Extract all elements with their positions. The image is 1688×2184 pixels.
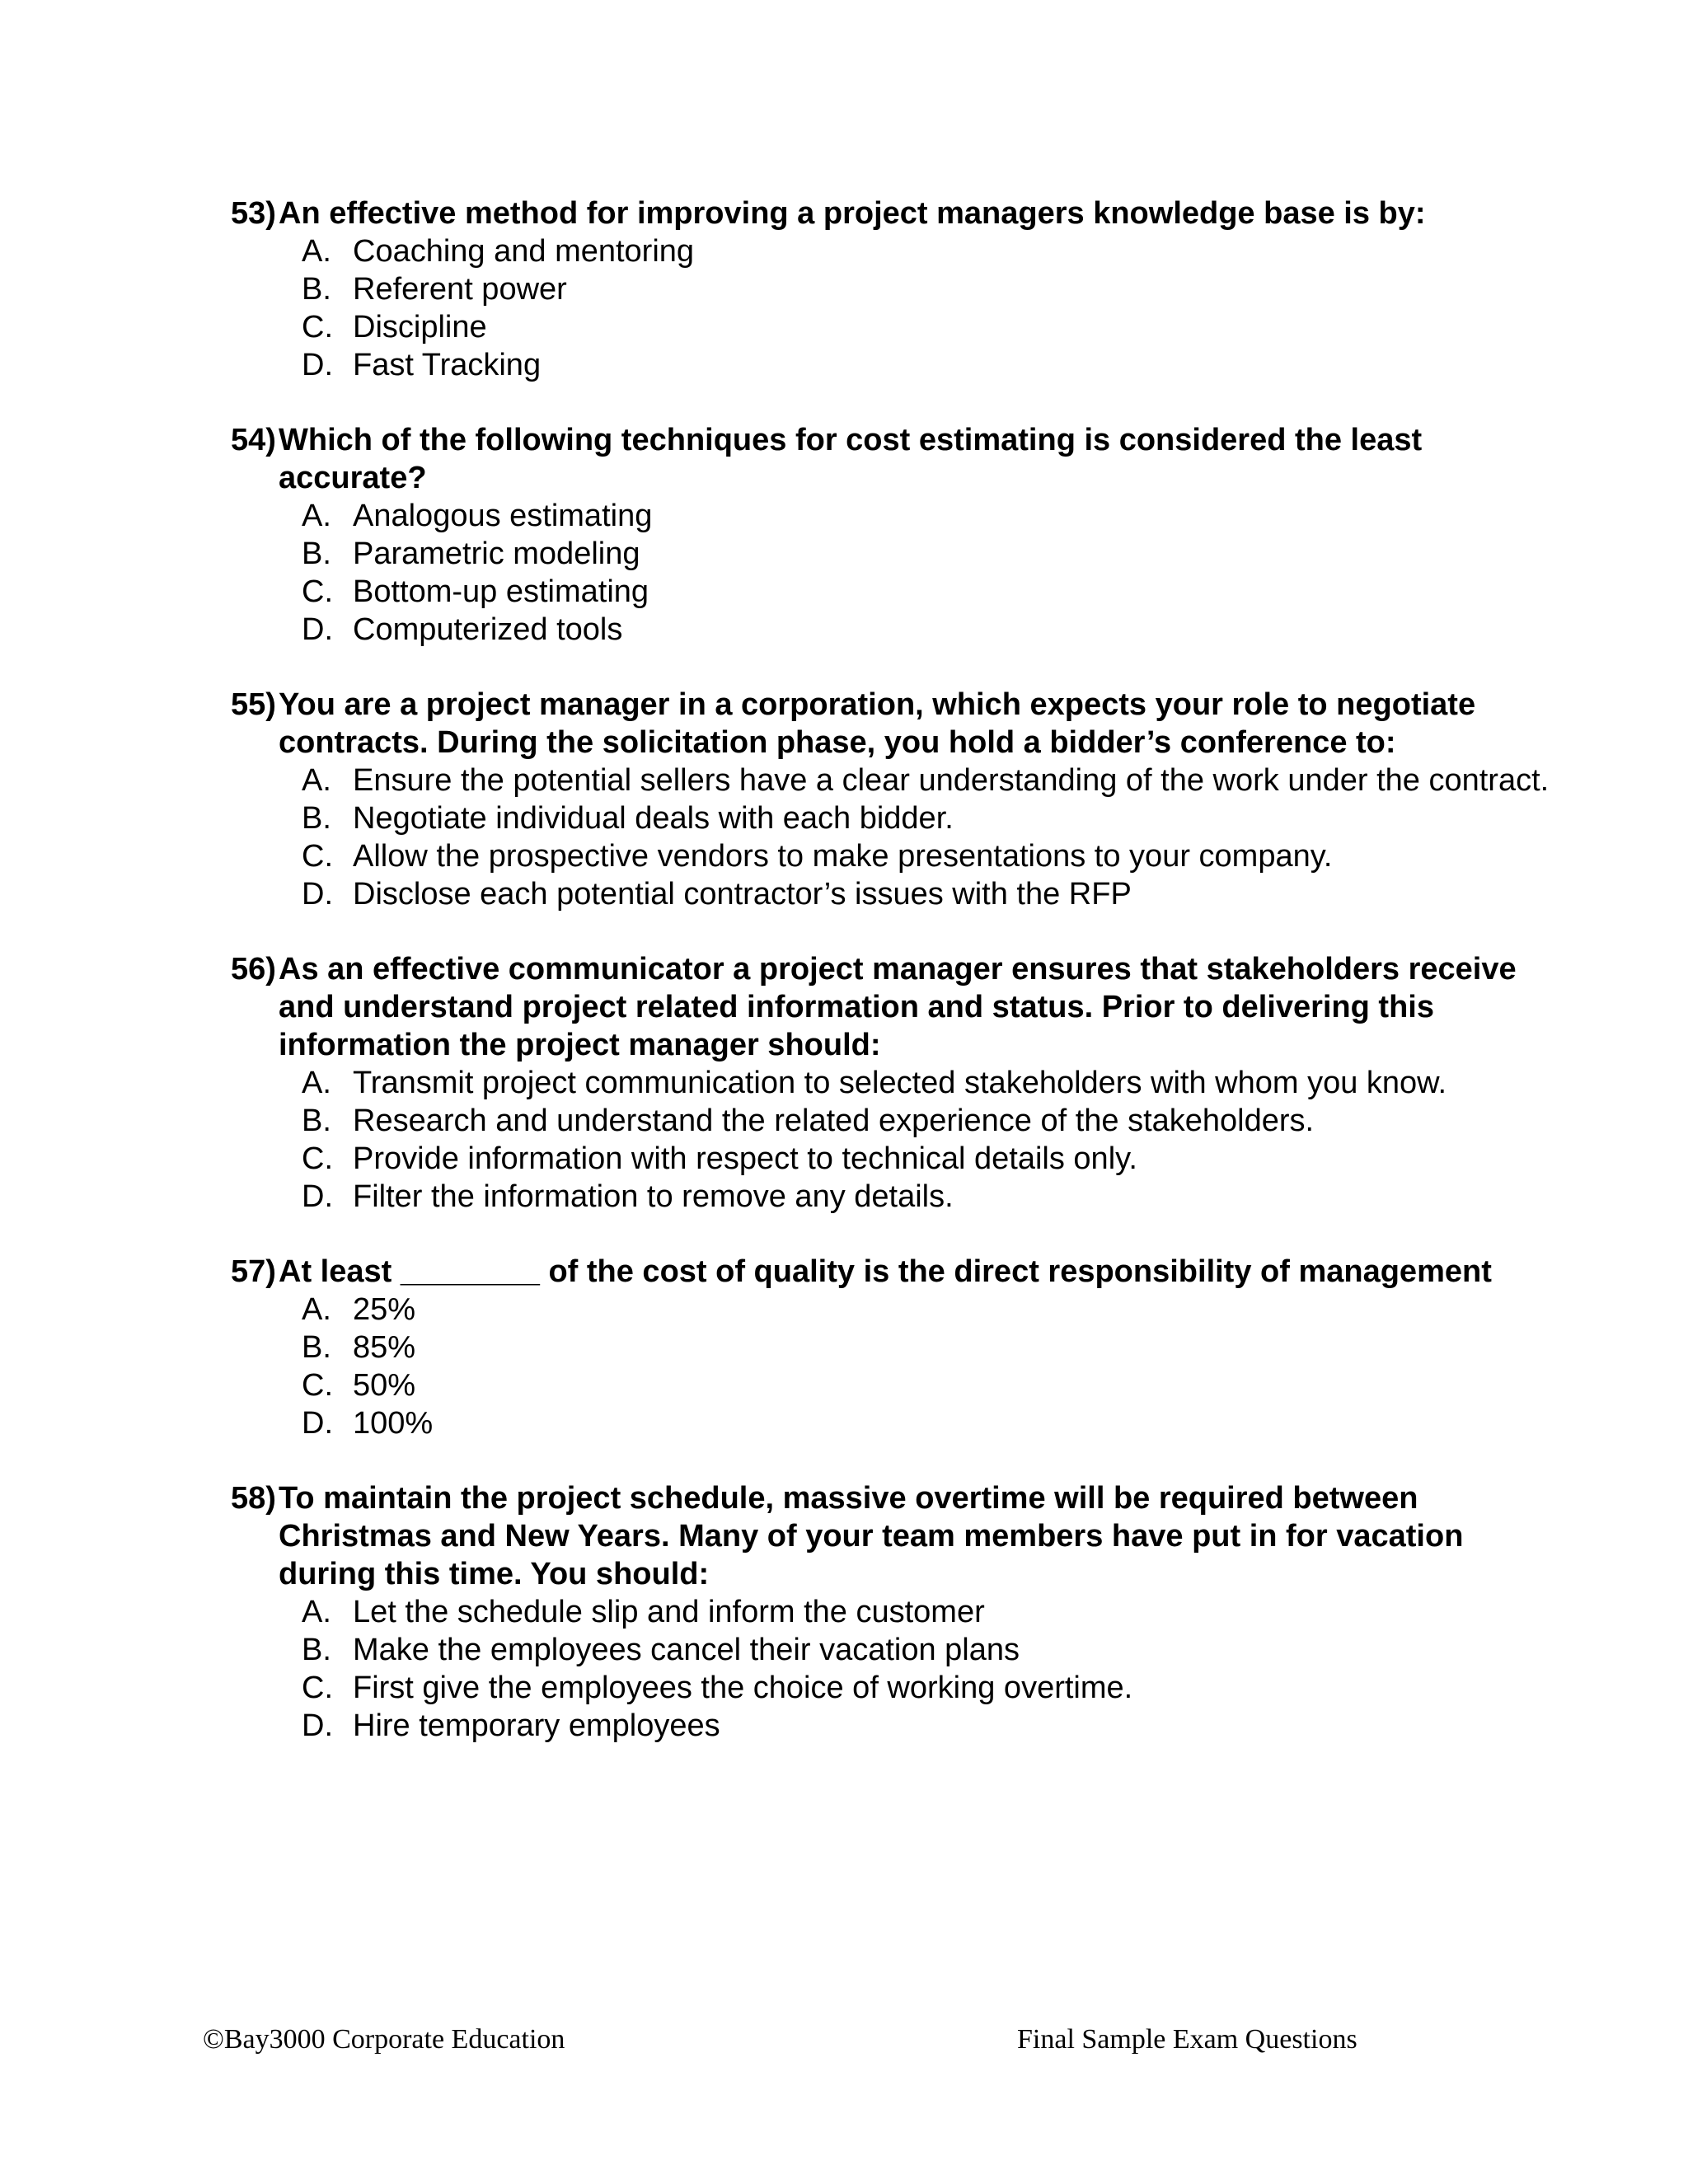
- option-letter: D.: [302, 1708, 333, 1743]
- option-text: Provide information with respect to technical details only.: [353, 1141, 1137, 1176]
- answer-option-c: [302, 1140, 1566, 1178]
- answer-options: [231, 762, 1566, 913]
- option-text: Bottom-up estimating: [353, 574, 649, 609]
- answer-option-c: [302, 573, 1566, 611]
- answer-option-a: [302, 232, 1566, 270]
- option-letter: D.: [302, 348, 333, 382]
- option-text: Research and understand the related experience of the stakeholders.: [353, 1104, 1315, 1138]
- question-57: [231, 1253, 1566, 1442]
- option-letter: D.: [302, 877, 333, 912]
- answer-options: [231, 497, 1566, 649]
- question-53: [231, 194, 1566, 384]
- answer-options: [231, 1064, 1566, 1216]
- answer-option-c: [302, 1366, 1566, 1404]
- answer-option-b: [302, 799, 1566, 837]
- option-letter: A.: [302, 1292, 331, 1327]
- option-text: Filter the information to remove any details.: [353, 1179, 954, 1214]
- question-text: You are a project manager in a corporation, which expects your role to negotiate contracts. During the solicitation phase, you hold a bidder’s conference to:: [279, 687, 1476, 760]
- question-stem: [231, 686, 1566, 762]
- answer-option-c: [302, 308, 1566, 346]
- option-letter: C.: [302, 574, 333, 609]
- question-text: As an effective communicator a project manager ensures that stakeholders receive and understand project related information and status. Prior to delivering this information the project manager should:: [279, 952, 1517, 1062]
- answer-option-c: [302, 837, 1566, 875]
- question-list: [231, 194, 1566, 1782]
- answer-option-b: [302, 1631, 1566, 1669]
- answer-option-a: [302, 1064, 1566, 1102]
- option-letter: C.: [302, 310, 333, 344]
- option-text: Disclose each potential contractor’s issues with the RFP: [353, 877, 1132, 912]
- option-letter: C.: [302, 839, 333, 874]
- option-letter: B.: [302, 801, 331, 836]
- answer-option-d: [302, 875, 1566, 913]
- question-56: [231, 950, 1566, 1216]
- option-letter: A.: [302, 1595, 331, 1629]
- option-text: Discipline: [353, 310, 487, 344]
- question-stem: [231, 1253, 1566, 1291]
- option-letter: B.: [302, 1330, 331, 1365]
- option-text: Negotiate individual deals with each bidder.: [353, 801, 954, 836]
- option-letter: A.: [302, 1066, 331, 1100]
- option-text: Transmit project communication to selected stakeholders with whom you know.: [353, 1066, 1447, 1100]
- answer-option-a: [302, 1593, 1566, 1631]
- option-text: Let the schedule slip and inform the customer: [353, 1595, 985, 1629]
- option-letter: C.: [302, 1368, 333, 1403]
- option-text: Referent power: [353, 272, 567, 307]
- option-letter: A.: [302, 499, 331, 533]
- question-58: [231, 1479, 1566, 1745]
- question-55: [231, 686, 1566, 913]
- option-text: First give the employees the choice of working overtime.: [353, 1671, 1133, 1705]
- option-text: 85%: [353, 1330, 416, 1365]
- question-text: To maintain the project schedule, massive overtime will be required between Christmas and New Years. Many of your team members have put in for vacation during this time. You should:: [279, 1481, 1464, 1591]
- option-text: Parametric modeling: [353, 537, 640, 571]
- question-stem: [231, 950, 1566, 1064]
- option-letter: B.: [302, 272, 331, 307]
- option-letter: D.: [302, 1179, 333, 1214]
- question-text: An effective method for improving a project managers knowledge base is by:: [279, 196, 1426, 231]
- option-letter: B.: [302, 1104, 331, 1138]
- option-letter: D.: [302, 1406, 333, 1441]
- option-letter: A.: [302, 763, 331, 798]
- question-number: 54): [231, 423, 276, 457]
- question-stem: [231, 194, 1566, 232]
- answer-option-b: [302, 270, 1566, 308]
- answer-options: [231, 1291, 1566, 1442]
- question-number: 53): [231, 196, 276, 231]
- option-text: Coaching and mentoring: [353, 234, 695, 269]
- answer-option-d: [302, 346, 1566, 384]
- option-letter: A.: [302, 234, 331, 269]
- option-text: Computerized tools: [353, 612, 623, 647]
- option-text: Analogous estimating: [353, 499, 653, 533]
- answer-options: [231, 232, 1566, 384]
- footer-copyright: ©Bay3000 Corporate Education: [203, 2024, 565, 2055]
- question-54: [231, 421, 1566, 649]
- option-text: Make the employees cancel their vacation plans: [353, 1633, 1020, 1667]
- answer-option-b: [302, 1102, 1566, 1140]
- option-text: 25%: [353, 1292, 416, 1327]
- question-stem: [231, 421, 1566, 497]
- question-number: 58): [231, 1481, 276, 1516]
- option-letter: C.: [302, 1671, 333, 1705]
- option-text: 100%: [353, 1406, 434, 1441]
- option-text: Hire temporary employees: [353, 1708, 720, 1743]
- option-letter: B.: [302, 537, 331, 571]
- answer-option-b: [302, 535, 1566, 573]
- answer-option-a: [302, 762, 1566, 799]
- footer-document-title: Final Sample Exam Questions: [1017, 2024, 1357, 2055]
- question-number: 57): [231, 1254, 276, 1289]
- question-text: At least ________ of the cost of quality is the direct responsibility of management: [279, 1254, 1492, 1289]
- answer-option-a: [302, 497, 1566, 535]
- option-text: Ensure the potential sellers have a clear understanding of the work under the contract.: [353, 763, 1550, 798]
- answer-option-d: [302, 611, 1566, 649]
- answer-option-d: [302, 1707, 1566, 1745]
- answer-option-c: [302, 1669, 1566, 1707]
- answer-options: [231, 1593, 1566, 1745]
- option-text: Allow the prospective vendors to make presentations to your company.: [353, 839, 1333, 874]
- question-stem: [231, 1479, 1566, 1593]
- answer-option-b: [302, 1329, 1566, 1366]
- question-text: Which of the following techniques for cost estimating is considered the least accurate?: [279, 423, 1423, 495]
- option-text: 50%: [353, 1368, 416, 1403]
- answer-option-a: [302, 1291, 1566, 1329]
- option-letter: D.: [302, 612, 333, 647]
- option-letter: B.: [302, 1633, 331, 1667]
- answer-option-d: [302, 1178, 1566, 1216]
- question-number: 56): [231, 952, 276, 987]
- option-letter: C.: [302, 1141, 333, 1176]
- option-text: Fast Tracking: [353, 348, 542, 382]
- question-number: 55): [231, 687, 276, 722]
- answer-option-d: [302, 1404, 1566, 1442]
